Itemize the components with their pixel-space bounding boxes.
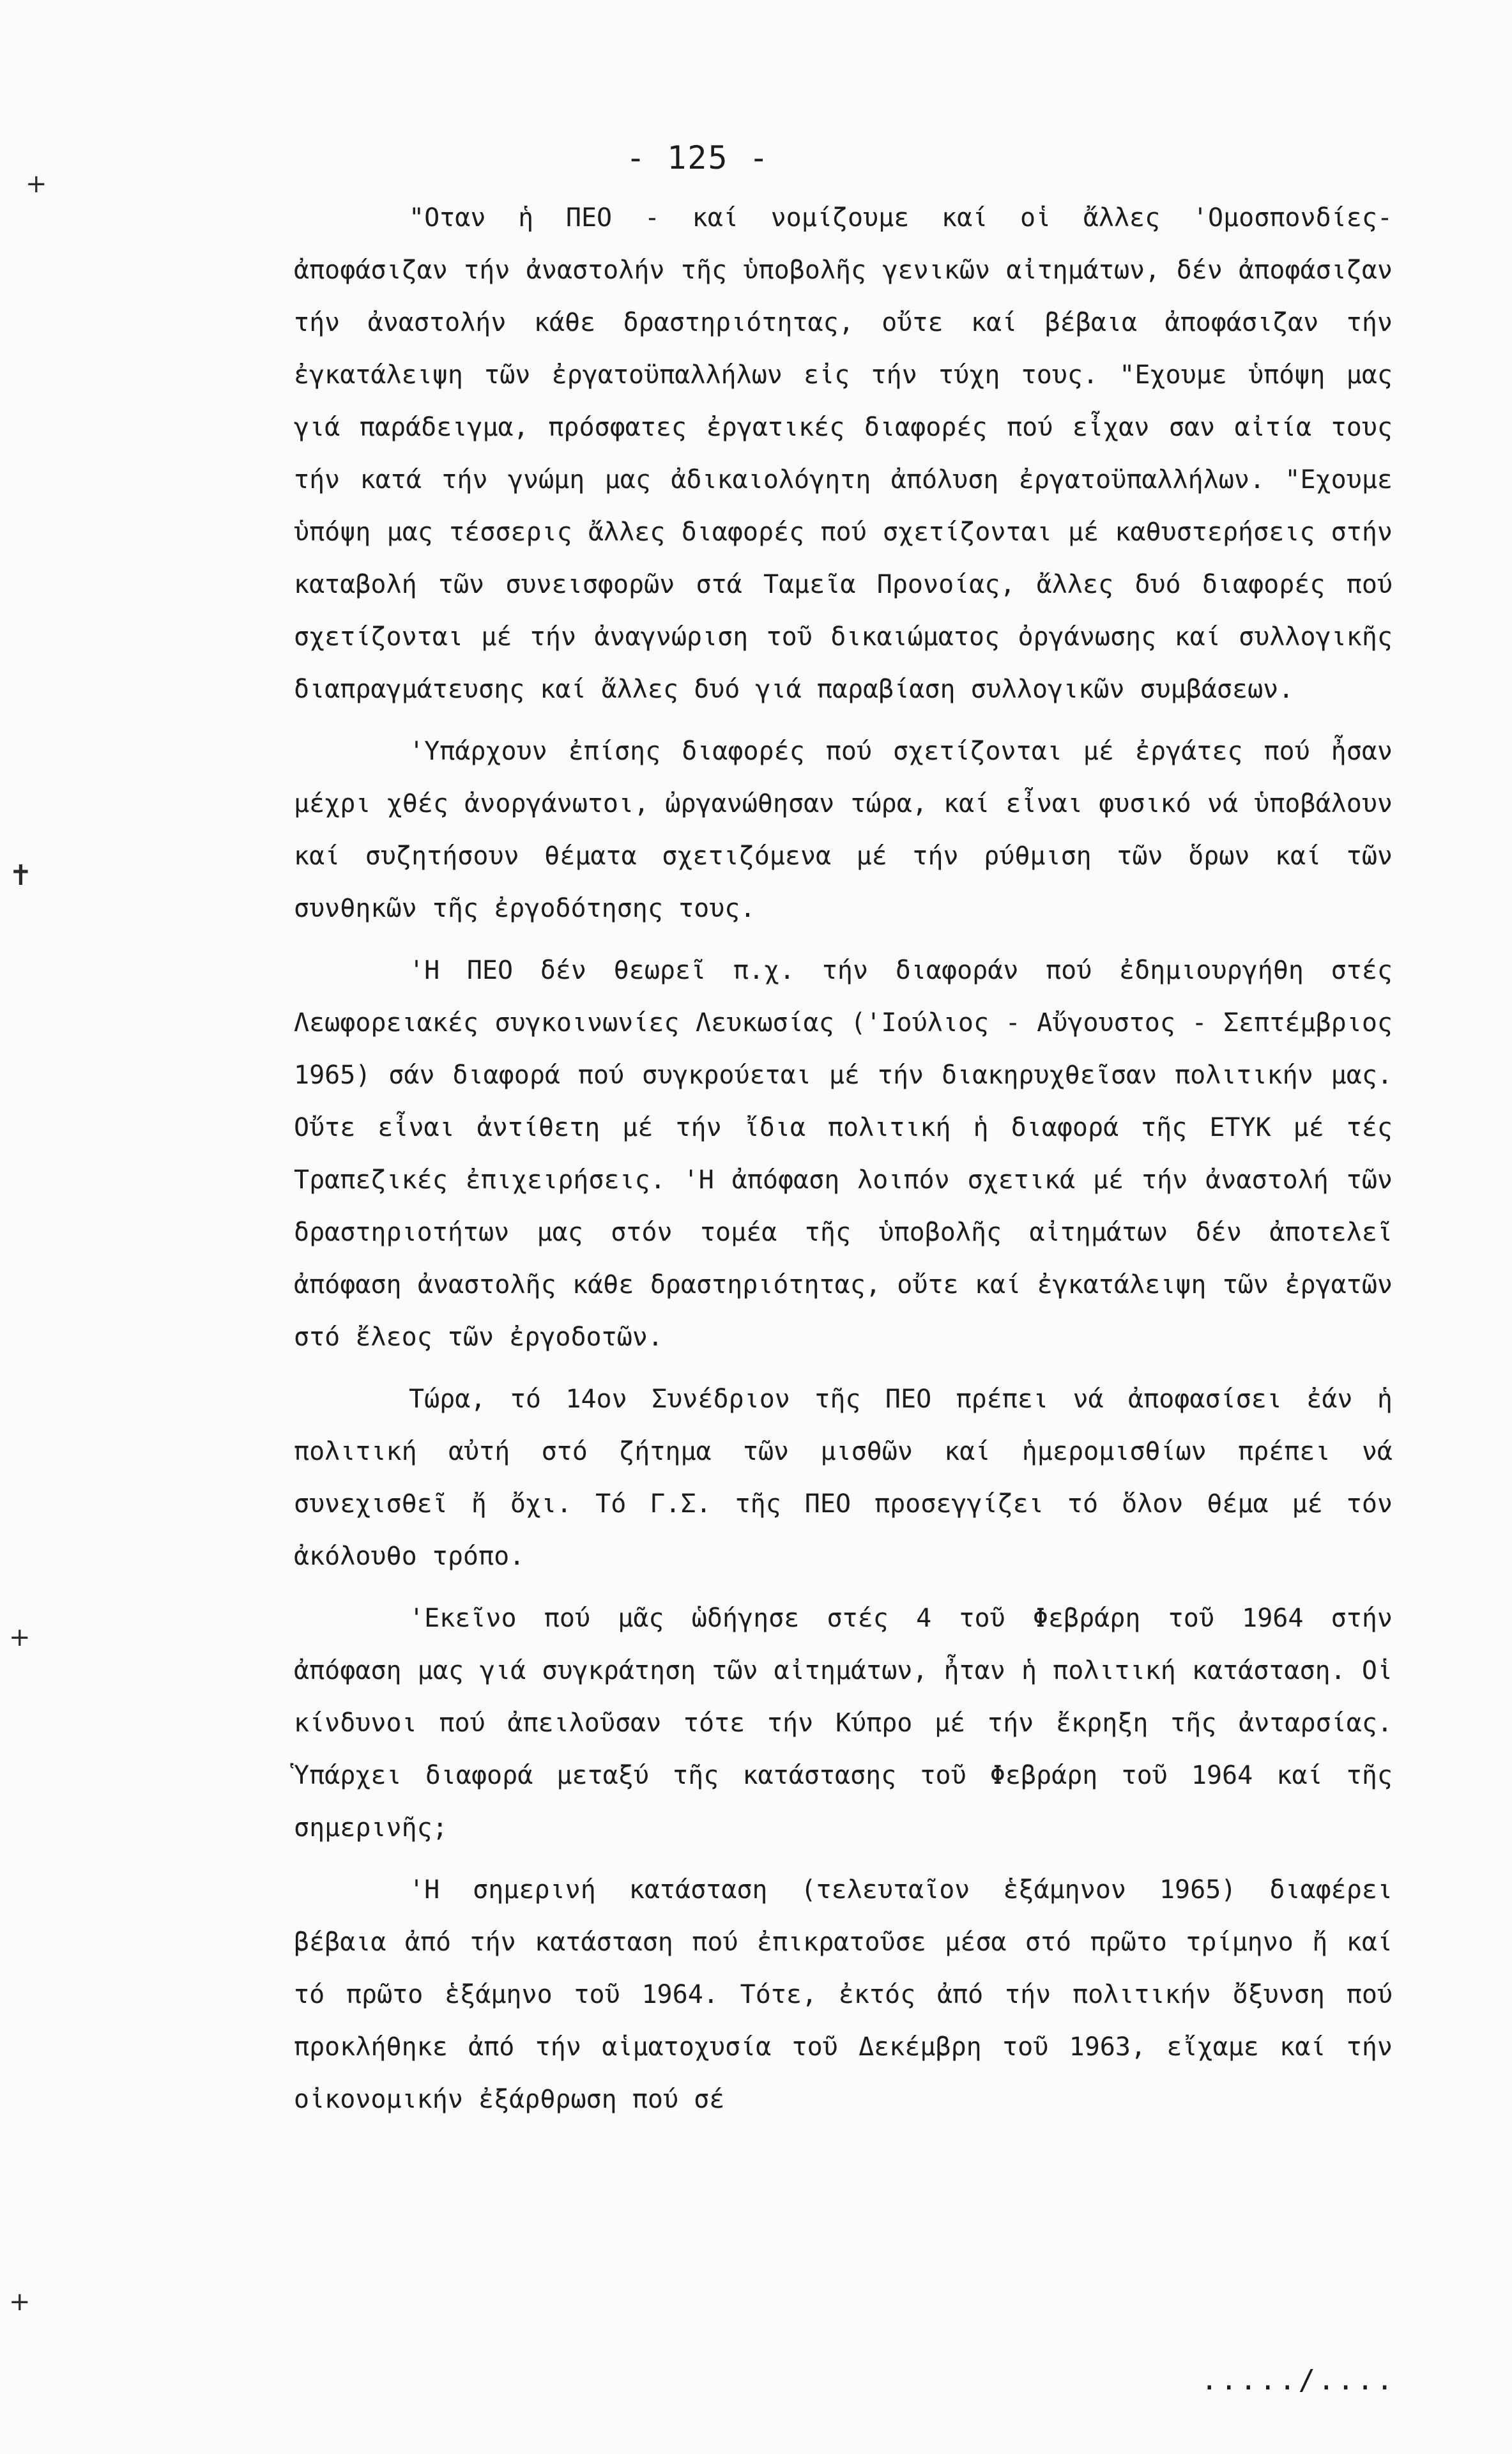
paragraph-1: "Οταν ἡ ΠΕΟ - καί νομίζουμε καί οἱ ἄλλες 'Ομοσπονδίες- ἀποφάσιζαν τήν ἀναστολήν τῆς ὑποβολῆς γενικῶν αἰτημάτων, δέν ἀποφάσιζαν τήν ἀναστολήν κάθε δραστηριότητας, οὔτε καί βέβαια ἀποφάσιζαν τήν ἐγκατάλειψη τῶν ἐργατοϋπαλλήλων εἰς τήν τύχη τους. "Εχουμε ὑπόψη μας γιά παράδειγμα, πρόσφατες ἐργατικές διαφορές πού εἶχαν σαν αἰτία τους τήν κατά τήν γνώμη μας ἀδικαιολόγητη ἀπόλυση ἐργατοϋπαλλήλων. "Εχουμε ὑπόψη μας τέσσερις ἄλλες διαφορές πού σχετίζονται μέ καθυστερήσεις στήν καταβολή τῶν συνεισφορῶν στά Ταμεῖα Προνοίας, ἄλλες δυό διαφορές πού σχετίζονται μέ τήν ἀναγνώριση τοῦ δικαιώματος ὀργάνωσης καί συλλογικῆς διαπραγμάτευσης καί ἄλλες δυό γιά παραβίαση συλλογικῶν συμβάσεων. bbox=[294, 203, 1393, 704]
paragraph-5: 'Εκεῖνο πού μᾶς ὡδήγησε στές 4 τοῦ Φεβράρη τοῦ 1964 στήν ἀπόφαση μας γιά συγκράτηση τῶν αἰτημάτων, ἦταν ἡ πολιτική κατάσταση. Οἱ κίνδυνοι πού ἀπειλοῦσαν τότε τήν Κύπρο μέ τήν ἔκρηξη τῆς ἀνταρσίας. Ὑπάρχει διαφορά μεταξύ τῆς κατάστασης τοῦ Φεβράρη τοῦ 1964 καί τῆς σημερινῆς; bbox=[294, 1604, 1393, 1843]
page-number: - 125 - bbox=[626, 139, 770, 176]
paragraph-2: 'Υπάρχουν ἐπίσης διαφορές πού σχετίζονται μέ ἐργάτες πού ἦσαν μέχρι χθές ἀνοργάνωτοι, ὠργανώθησαν τώρα, καί εἶναι φυσικό νά ὑποβάλουν καί συζητήσουν θέματα σχετιζόμενα μέ τήν ρύθμιση τῶν ὅρων καί τῶν συνθηκῶν τῆς ἐργοδότησης τους. bbox=[294, 737, 1393, 923]
margin-tick-mark: + bbox=[9, 2287, 31, 2317]
paragraph-3: 'Η ΠΕΟ δέν θεωρεῖ π.χ. τήν διαφοράν πού ἐδημιουργήθη στές Λεωφορειακές συγκοινωνίες Λευκωσίας ('Ιούλιος - Αὔγουστος - Σεπτέμβριος 1965) σάν διαφορά πού συγκρούεται μέ τήν διακηρυχθεῖσαν πολιτικήν μας. Οὔτε εἶναι ἀντίθετη μέ τήν ἴδια πολιτική ἡ διαφορά τῆς ΕΤΥΚ μέ τές Τραπεζικές ἐπιχειρήσεις. 'Η ἀπόφαση λοιπόν σχετικά μέ τήν ἀναστολή τῶν δραστηριοτήτων μας στόν τομέα τῆς ὑποβολῆς αἰτημάτων δέν ἀποτελεῖ ἀπόφαση ἀναστολῆς κάθε δραστηριότητας, οὔτε καί ἐγκατάλειψη τῶν ἐργατῶν στό ἔλεος τῶν ἐργοδοτῶν. bbox=[294, 956, 1393, 1352]
continuation-marker: ...../.... bbox=[1201, 2364, 1396, 2396]
document-body bbox=[294, 192, 1393, 2126]
margin-cross-mark: ✝ bbox=[9, 859, 33, 892]
margin-tick-mark: + bbox=[26, 169, 47, 199]
paragraph-4: Τώρα, τό 14ον Συνέδριον τῆς ΠΕΟ πρέπει νά ἀποφασίσει ἐάν ἡ πολιτική αὐτή στό ζήτημα τῶν μισθῶν καί ἡμερομισθίων πρέπει νά συνεχισθεῖ ἤ ὄχι. Τό Γ.Σ. τῆς ΠΕΟ προσεγγίζει τό ὅλον θέμα μέ τόν ἀκόλουθο τρόπο. bbox=[294, 1384, 1393, 1571]
margin-tick-mark: + bbox=[9, 1623, 31, 1652]
paragraph-6: 'Η σημερινή κατάσταση (τελευταῖον ἑξάμηνον 1965) διαφέρει βέβαια ἀπό τήν κατάσταση πού ἐπικρατοῦσε μέσα στό πρῶτο τρίμηνο ἤ καί τό πρῶτο ἑξάμηνο τοῦ 1964. Τότε, ἐκτός ἀπό τήν πολιτικήν ὄξυνση πού προκλήθηκε ἀπό τήν αἱματοχυσία τοῦ Δεκέμβρη τοῦ 1963, εἴχαμε καί τήν οἰκονομικήν ἐξάρθρωση πού σέ bbox=[294, 1875, 1393, 2114]
